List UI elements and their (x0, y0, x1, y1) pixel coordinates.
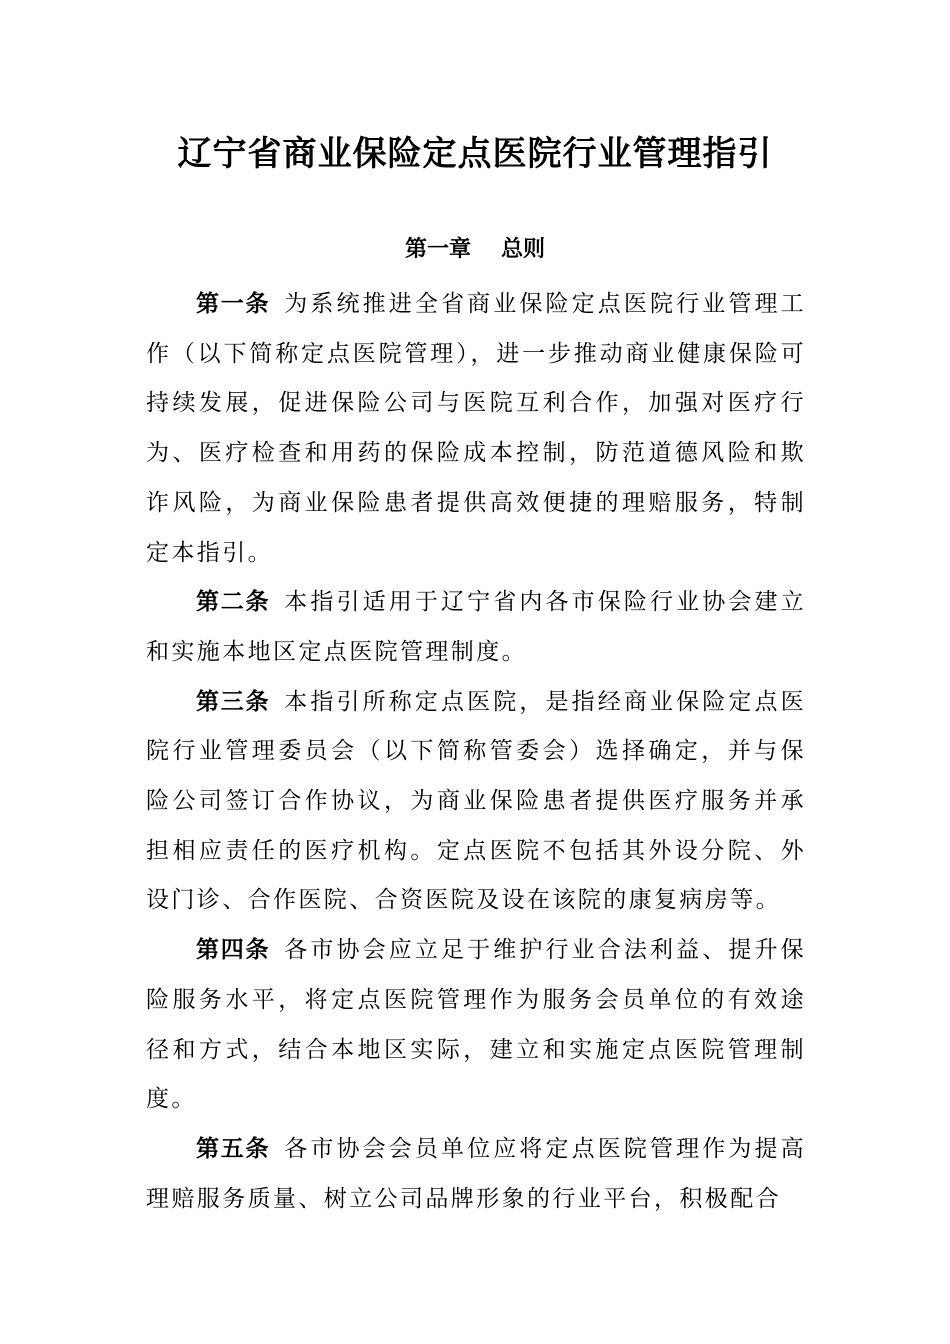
article-text: 为系统推进全省商业保险定点医院行业管理工作（以下简称定点医院管理），进一步推动商业健康保险可持续发展，促进保险公司与医院互利合作，加强对医疗行为、医疗检查和用药的保险成本控制，防范道德风险和欺诈风险，为商业保险患者提供高效便捷的理赔服务，特制定本指引。 (146, 291, 807, 566)
chapter-heading (0, 230, 950, 270)
article-label: 第五条 (196, 1135, 271, 1162)
document-body (146, 280, 806, 1224)
article-label: 第四条 (196, 937, 271, 964)
article-text: 各市协会会员单位应将定点医院管理作为提高理赔服务质量、树立公司品牌形象的行业平台，积极配合 (146, 1135, 807, 1212)
article-label: 第一条 (196, 291, 271, 317)
article-2 (146, 578, 806, 677)
document-title: 辽宁省商业保险定点医院行业管理指引 (177, 134, 773, 174)
article-4 (146, 926, 806, 1125)
article-1 (146, 280, 806, 578)
article-text: 本指引适用于辽宁省内各市保险行业协会建立和实施本地区定点医院管理制度。 (146, 589, 807, 665)
article-text: 各市协会应立足于维护行业合法利益、提升保险服务水平，将定点医院管理作为服务会员单位的有效途径和方式，结合本地区实际，建立和实施定点医院管理制度。 (146, 937, 807, 1113)
chapter-number: 第一章 (404, 237, 471, 262)
article-3 (146, 678, 806, 927)
article-5 (146, 1125, 806, 1224)
chapter-name: 总则 (501, 237, 546, 262)
article-label: 第二条 (196, 589, 271, 616)
article-label: 第三条 (196, 688, 271, 715)
article-text: 本指引所称定点医院，是指经商业保险定点医院行业管理委员会（以下简称管委会）选择确定，并与保险公司签订合作协议，为商业保险患者提供医疗服务并承担相应责任的医疗机构。定点医院不包括其外设分院、外设门诊、合作医院、合资医院及设在该院的康复病房等。 (146, 688, 807, 914)
